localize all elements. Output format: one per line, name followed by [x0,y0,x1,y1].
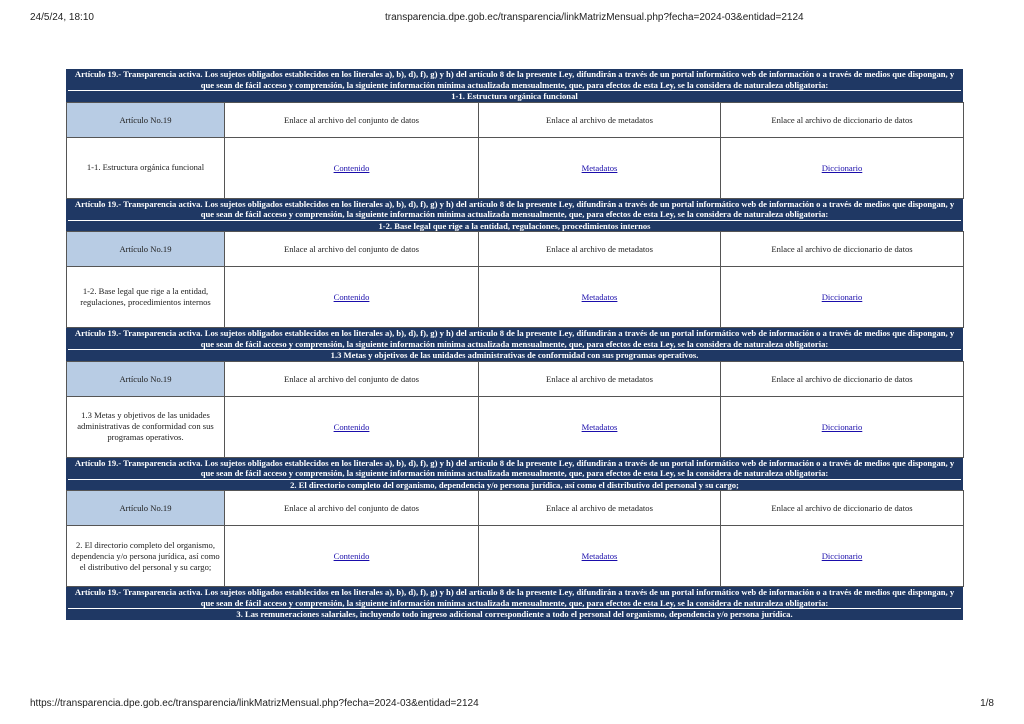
row-description: 1-1. Estructura orgánica funcional [67,137,225,198]
section-block [66,69,963,199]
metadata-link[interactable]: Metadatos [581,551,618,561]
dictionary-link[interactable]: Diccionario [821,292,863,302]
section-subtitle: 2. El directorio completo del organismo, dependencia y/o persona jurídica, así como el distributivo del personal y su cargo; [68,479,961,491]
content-link[interactable]: Contenido [333,292,370,302]
banner-intro: Artículo 19.- Transparencia activa. Los sujetos obligados establecidos en los literales a), b), d), f), g) y h) del artículo 8 de la presente Ley, difundirán a través de un portal informático web de información o a través de medios que dispongan, y que sean de fácil acceso y comprensión, la siguiente información mínima actualizada mensualmente, que, para efectos de esta Ley, se la considera de naturaleza obligatoria: [74,69,955,90]
section-block [66,199,963,329]
content-link[interactable]: Contenido [333,421,370,432]
section-block [66,328,963,458]
section-banner [66,328,963,361]
header-dictionary: Enlace al archivo de diccionario de datos [721,361,964,396]
header-dataset: Enlace al archivo del conjunto de datos [225,232,479,267]
row-description: 1.3 Metas y objetivos de las unidades administrativas de conformidad con sus programas operativos. [67,396,225,457]
dictionary-link[interactable]: Diccionario [821,421,863,432]
section-banner [66,587,963,620]
content-link[interactable]: Contenido [333,162,370,173]
section-subtitle: 1-1. Estructura orgánica funcional [68,90,961,102]
print-header-url: transparencia.dpe.gob.ec/transparencia/linkMatrizMensual.php?fecha=2024-03&entidad=2124 [385,12,804,23]
section-banner [66,199,963,232]
row-description: 1-2. Base legal que rige a la entidad, regulaciones, procedimientos internos [67,267,225,328]
print-footer-url: https://transparencia.dpe.gob.ec/transparencia/linkMatrizMensual.php?fecha=2024-03&entidad=2124 [30,698,479,709]
table-header-row [67,491,964,526]
header-article: Artículo No.19 [67,232,225,267]
banner-intro: Artículo 19.- Transparencia activa. Los sujetos obligados establecidos en los literales a), b), d), f), g) y h) del artículo 8 de la presente Ley, difundirán a través de un portal informático web de información o a través de medios que dispongan, y que sean de fácil acceso y comprensión, la siguiente información mínima actualizada mensualmente, que, para efectos de esta Ley, se la considera de naturaleza obligatoria: [74,198,955,219]
metadata-link[interactable]: Metadatos [581,292,618,302]
section-table [66,102,964,199]
table-row [67,396,964,457]
row-description: 2. El directorio completo del organismo, dependencia y/o persona jurídica, así como el distributivo del personal y su cargo; [67,526,225,587]
section-table [66,361,964,458]
page-number: 1/8 [980,698,994,709]
section-table [66,231,964,328]
content-link[interactable]: Contenido [333,551,370,561]
banner-intro: Artículo 19.- Transparencia activa. Los sujetos obligados establecidos en los literales a), b), d), f), g) y h) del artículo 8 de la presente Ley, difundirán a través de un portal informático web de información o a través de medios que dispongan, y que sean de fácil acceso y comprensión, la siguiente información mínima actualizada mensualmente, que, para efectos de esta Ley, se la considera de naturaleza obligatoria: [74,328,955,349]
dictionary-link[interactable]: Diccionario [821,162,863,173]
banner-intro: Artículo 19.- Transparencia activa. Los sujetos obligados establecidos en los literales a), b), d), f), g) y h) del artículo 8 de la presente Ley, difundirán a través de un portal informático web de información o a través de medios que dispongan, y que sean de fácil acceso y comprensión, la siguiente información mínima actualizada mensualmente, que, para efectos de esta Ley, se la considera de naturaleza obligatoria: [74,587,955,608]
header-metadata: Enlace al archivo de metadatos [479,102,721,137]
header-article: Artículo No.19 [67,361,225,396]
table-row [67,137,964,198]
section-banner [66,69,963,102]
section-block [66,587,963,620]
header-article: Artículo No.19 [67,102,225,137]
header-metadata: Enlace al archivo de metadatos [479,232,721,267]
table-row [67,526,964,587]
header-dictionary: Enlace al archivo de diccionario de datos [721,102,964,137]
table-header-row [67,361,964,396]
metadata-link[interactable]: Metadatos [581,421,618,432]
section-block [66,458,963,588]
section-subtitle: 3. Las remuneraciones salariales, incluyendo todo ingreso adicional correspondiente a todo el personal del organismo, dependencia y/o persona jurídica. [68,608,961,620]
header-article: Artículo No.19 [67,491,225,526]
header-dictionary: Enlace al archivo de diccionario de datos [721,491,964,526]
table-row [67,267,964,328]
header-dataset: Enlace al archivo del conjunto de datos [225,491,479,526]
header-dictionary: Enlace al archivo de diccionario de datos [721,232,964,267]
section-subtitle: 1.3 Metas y objetivos de las unidades administrativas de conformidad con sus programas operativos. [68,349,961,361]
header-metadata: Enlace al archivo de metadatos [479,361,721,396]
header-dataset: Enlace al archivo del conjunto de datos [225,102,479,137]
table-header-row [67,232,964,267]
table-header-row [67,102,964,137]
section-banner [66,458,963,491]
section-table [66,490,964,587]
section-subtitle: 1-2. Base legal que rige a la entidad, regulaciones, procedimientos internos [68,220,961,232]
header-dataset: Enlace al archivo del conjunto de datos [225,361,479,396]
banner-intro: Artículo 19.- Transparencia activa. Los sujetos obligados establecidos en los literales a), b), d), f), g) y h) del artículo 8 de la presente Ley, difundirán a través de un portal informático web de información o a través de medios que dispongan, y que sean de fácil acceso y comprensión, la siguiente información mínima actualizada mensualmente, que, para efectos de esta Ley, se la considera de naturaleza obligatoria: [74,457,955,478]
print-datetime: 24/5/24, 18:10 [30,12,94,23]
header-metadata: Enlace al archivo de metadatos [479,491,721,526]
dictionary-link[interactable]: Diccionario [821,551,863,561]
metadata-link[interactable]: Metadatos [581,162,618,173]
transparency-matrix [66,69,963,620]
